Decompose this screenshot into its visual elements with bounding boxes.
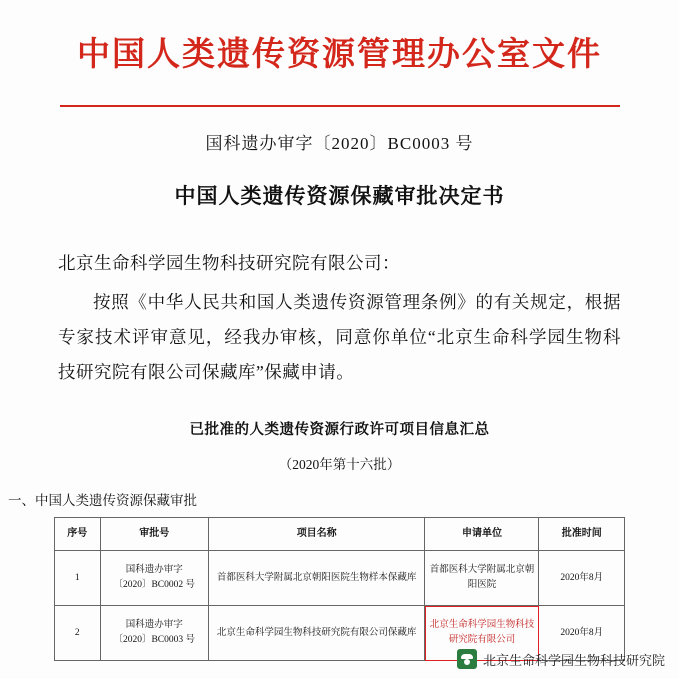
cell-code-line1: 国科遗办审字 xyxy=(125,620,183,631)
cell-code xyxy=(100,551,208,606)
cell-code xyxy=(100,606,208,661)
column-header-date: 批准时间 xyxy=(539,518,625,551)
cell-date: 2020年8月 xyxy=(539,551,625,606)
footer-account-bar xyxy=(457,649,665,669)
document-title: 中国人类遗传资源保藏审批决定书 xyxy=(174,184,505,208)
masthead xyxy=(0,0,679,107)
cell-org-line2: 阳医院 xyxy=(467,580,497,590)
cell-project-name: 北京生命科学园生物科技研究院有限公司保藏库 xyxy=(208,606,425,661)
column-header-no: 序号 xyxy=(55,518,101,551)
cell-code-line1: 国科遗办审字 xyxy=(125,565,183,576)
body-paragraph: 按照《中华人民共和国人类遗传资源管理条例》的有关规定，根据专家技术评审意见，经我办审核，同意你单位“北京生命科学园生物科技研究院有限公司保藏库”保藏申请。 xyxy=(58,292,621,382)
cell-date: 2020年8月 xyxy=(539,606,625,661)
footer-account-name: 北京生命科学园生物科技研究院 xyxy=(482,652,665,668)
summary-batch: （2020年第十六批） xyxy=(278,457,401,472)
section-heading: 一、中国人类遗传资源保藏审批 xyxy=(8,493,197,508)
cell-org-line1: 北京生命科学园生物科技 xyxy=(429,620,535,631)
column-header-code: 审批号 xyxy=(100,518,208,551)
cell-project-name: 首都医科大学附属北京朝阳医院生物样本保藏库 xyxy=(208,551,425,606)
document-number: 国科遗办审字〔2020〕BC0003 号 xyxy=(205,134,474,153)
approval-table-wrapper xyxy=(54,517,625,661)
masthead-title: 中国人类遗传资源管理办公室文件 xyxy=(77,37,602,73)
cell-no: 2 xyxy=(55,606,101,661)
column-header-org: 申请单位 xyxy=(425,518,539,551)
summary-title: 已批准的人类遗传资源行政许可项目信息汇总 xyxy=(189,422,490,438)
cell-org-line2: 研究院有限公司 xyxy=(448,635,516,645)
salutation: 北京生命科学园生物科技研究院有限公司： xyxy=(58,253,400,273)
document-body xyxy=(58,246,621,390)
cell-org-line1: 首都医科大学附属北京朝 xyxy=(429,565,535,576)
cell-no: 1 xyxy=(55,551,101,606)
cell-code-line2: 〔2020〕BC0003 号 xyxy=(113,635,196,645)
cell-organization xyxy=(425,551,539,606)
table-row xyxy=(55,551,625,606)
leaf-logo-icon xyxy=(457,649,477,669)
masthead-divider xyxy=(60,105,620,107)
cell-code-line2: 〔2020〕BC0002 号 xyxy=(113,580,196,590)
approval-table xyxy=(54,517,625,661)
table-header-row xyxy=(55,518,625,551)
column-header-name: 项目名称 xyxy=(208,518,425,551)
